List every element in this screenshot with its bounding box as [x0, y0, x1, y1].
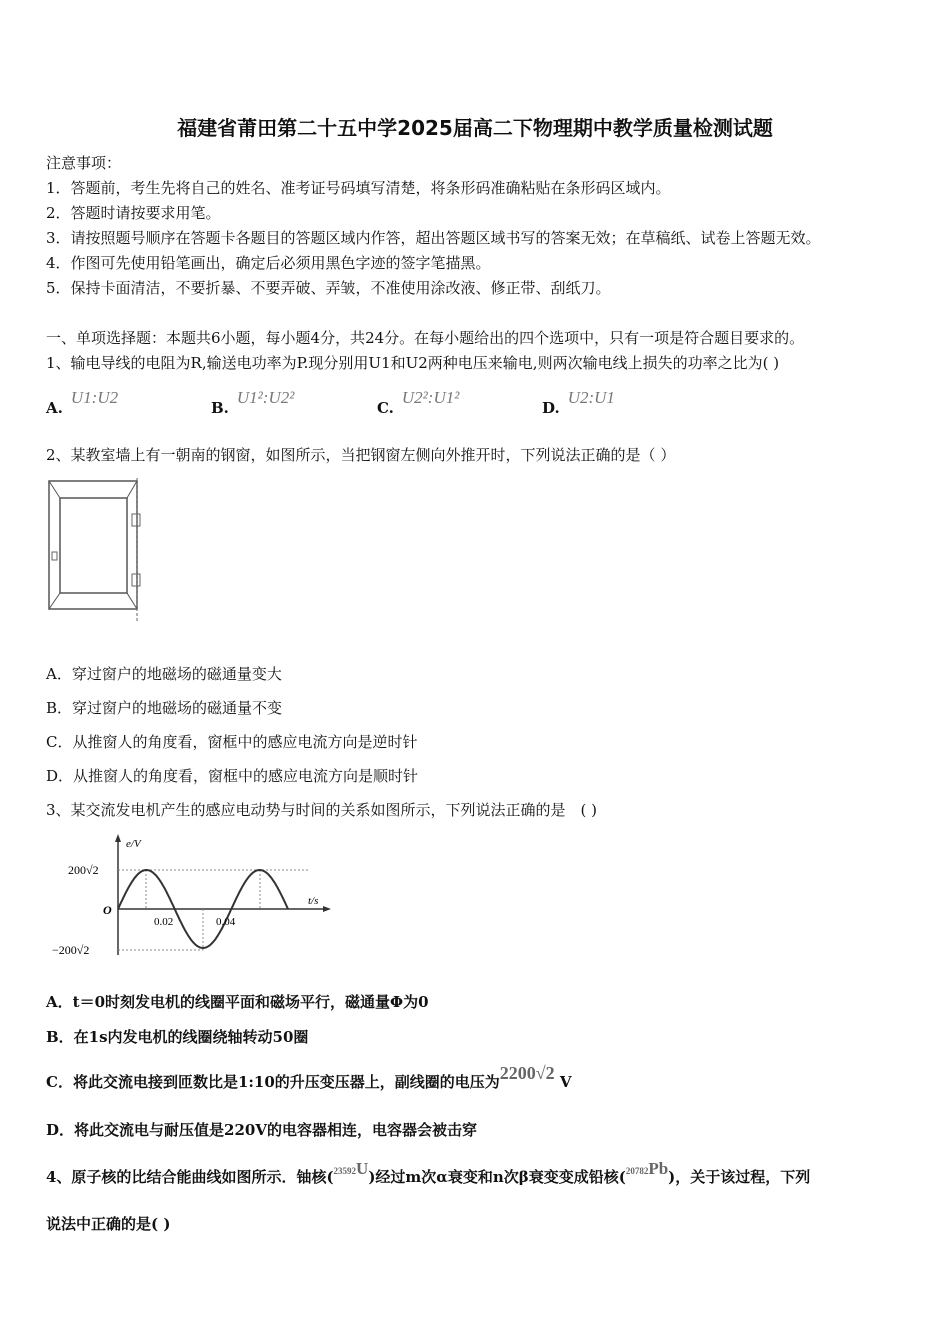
question-4-stem: 4、原子核的比结合能曲线如图所示．铀核(23592U)经过m次α衰变和n次β衰变变成铅核(20782Pb)，关于该过程，下列 [46, 1159, 811, 1186]
window-figure [46, 478, 146, 624]
option-expression: U1:U2 [70, 388, 119, 407]
lead-nuclide: 20782Pb [625, 1159, 669, 1178]
y-axis-label: e/V [126, 838, 141, 850]
y-min-label: −200√2 [52, 943, 90, 957]
uranium-nuclide: 23592U [333, 1159, 369, 1178]
q2-option-a: A．穿过窗户的地磁场的磁通量变大 [46, 665, 282, 683]
q1-option-c [377, 388, 460, 418]
emf-time-graph [46, 830, 336, 960]
q2-option-c: C．从推窗人的角度看，窗框中的感应电流方向是逆时针 [46, 733, 418, 751]
notice-item: 1．答题前，考生先将自己的姓名、准考证号码填写清楚，将条形码准确粘贴在条形码区域内。 [46, 179, 671, 197]
x-tick-label: 0.02 [154, 916, 174, 928]
section-heading: 一、单项选择题：本题共6小题，每小题4分，共24分。在每小题给出的四个选项中，只有一项是符合题目要求的。 [46, 329, 805, 347]
page-title: 福建省莆田第二十五中学2025届高二下物理期中教学质量检测试题 [177, 116, 773, 140]
notice-item: 3．请按照题号顺序在答题卡各题目的答题区域内作答，超出答题区域书写的答案无效；在草稿纸、试卷上答题无效。 [46, 229, 821, 247]
notice-item: 2．答题时请按要求用笔。 [46, 204, 221, 222]
q3-option-a: A．t＝0时刻发电机的线圈平面和磁场平行，磁通量Φ为0 [46, 993, 429, 1011]
q2-option-d: D．从推窗人的角度看，窗框中的感应电流方向是顺时针 [46, 767, 419, 785]
notice-heading: 注意事项： [46, 154, 122, 172]
notice-item: 4．作图可先使用铅笔画出，确定后必须用黑色字迹的签字笔描黑。 [46, 254, 491, 272]
option-expression: U2²:U1² [401, 388, 460, 407]
origin-label: O [103, 903, 112, 917]
q3-option-c: C．将此交流电接到匝数比是1:10的升压变压器上，副线圈的电压为2200√2 V [46, 1063, 572, 1091]
q2-option-b: B．穿过窗户的地磁场的磁通量不变 [46, 699, 283, 717]
x-tick-label: 0.04 [216, 916, 236, 928]
question-4-stem-cont: 说法中正确的是( ) [46, 1215, 171, 1233]
q1-option-a [46, 388, 119, 418]
question-2-stem: 2、某教室墙上有一朝南的钢窗，如图所示，当把钢窗左侧向外推开时，下列说法正确的是（ ） [46, 446, 676, 464]
option-letter: C. [377, 399, 394, 417]
q3-option-d: D．将此交流电与耐压值是220V的电容器相连，电容器会被击穿 [46, 1121, 477, 1139]
x-axis-label: t/s [308, 895, 319, 907]
option-expression: U2:U1 [567, 388, 615, 407]
q1-option-d [542, 388, 615, 418]
notice-item: 5．保持卡面清洁，不要折暴、不要弄破、弄皱，不准使用涂改液、修正带、刮纸刀。 [46, 279, 611, 297]
option-expression: U1²:U2² [236, 388, 295, 407]
q3-option-b: B．在1s内发电机的线圈绕轴转动50圈 [46, 1028, 309, 1046]
question-1-stem: 1、输电导线的电阻为R,输送电功率为P.现分别用U1和U2两种电压来输电,则两次输电线上损失的功率之比为( ) [46, 354, 780, 372]
option-letter: B. [211, 399, 229, 417]
option-letter: D. [542, 399, 560, 417]
option-letter: A. [46, 399, 63, 417]
y-max-label: 200√2 [68, 863, 99, 877]
q1-option-b [211, 388, 295, 418]
question-3-stem: 3、某交流发电机产生的感应电动势与时间的关系如图所示，下列说法正确的是 ( ) [46, 801, 598, 819]
